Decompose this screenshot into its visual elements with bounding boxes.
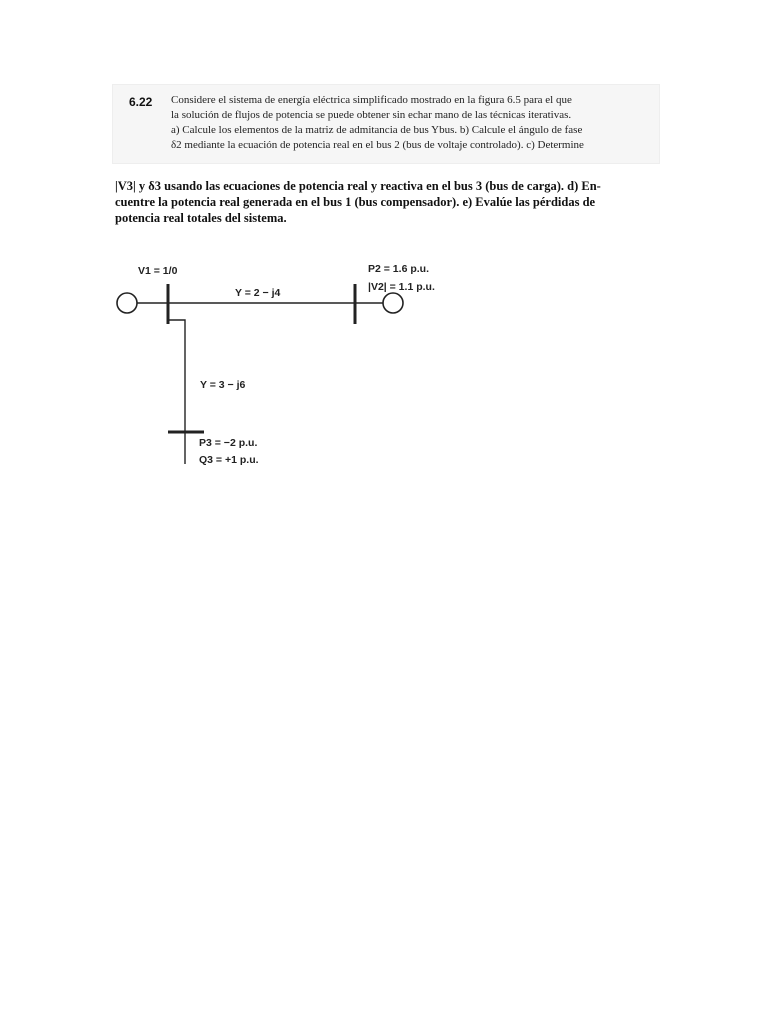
- continuation-line: potencia real totales del sistema.: [115, 211, 287, 225]
- problem-line: Considere el sistema de energía eléctrica simplificado mostrado en la figura 6.5 para el que: [171, 94, 572, 106]
- problem-line: la solución de flujos de potencia se puede obtener sin echar mano de las técnicas iterativas.: [171, 109, 572, 121]
- continuation-line: cuentre la potencia real generada en el bus 1 (bus compensador). e) Evalúe las pérdidas de: [115, 195, 596, 209]
- line-1-3: [168, 320, 185, 432]
- v2-label: |V2| = 1.1 p.u.: [368, 281, 435, 293]
- generator-2-icon: [383, 293, 403, 313]
- v1-label: V1 = 1/0: [138, 265, 178, 277]
- p2-label: P2 = 1.6 p.u.: [368, 263, 429, 275]
- y12-label: Y = 2 − j4: [235, 287, 281, 299]
- problem-continuation: [115, 178, 655, 226]
- continuation-line: |V3| y δ3 usando las ecuaciones de potencia real y reactiva en el bus 3 (bus de carga). d) En-: [115, 179, 601, 193]
- y13-label: Y = 3 − j6: [200, 379, 246, 391]
- q3-label: Q3 = +1 p.u.: [199, 454, 259, 466]
- generator-1-icon: [117, 293, 137, 313]
- problem-line: a) Calcule los elementos de la matriz de admitancia de bus Ybus. b) Calcule el ángulo de fase: [171, 124, 583, 136]
- p3-label: P3 = −2 p.u.: [199, 437, 258, 449]
- problem-scan: [112, 84, 660, 164]
- problem-number: 6.22: [129, 95, 153, 109]
- problem-statement: [171, 93, 655, 153]
- power-system-diagram: [100, 250, 480, 480]
- problem-line: δ2 mediante la ecuación de potencia real en el bus 2 (bus de voltaje controlado). c) Determine: [171, 139, 584, 151]
